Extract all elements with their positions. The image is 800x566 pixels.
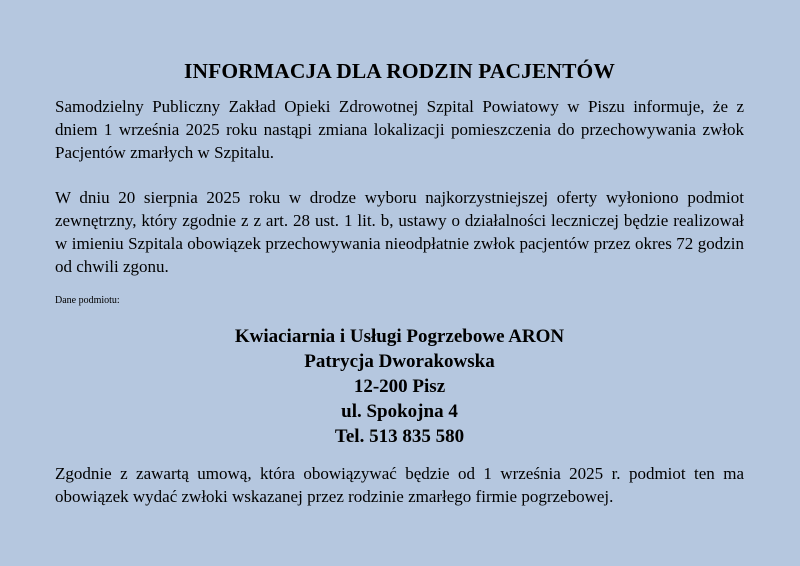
company-details — [55, 324, 744, 449]
company-postal-city: 12-200 Pisz — [353, 376, 446, 397]
company-name: Kwiaciarnia i Usługi Pogrzebowe ARON — [234, 326, 565, 347]
entity-label: Dane podmiotu: — [55, 295, 120, 306]
company-phone: Tel. 513 835 580 — [334, 426, 465, 447]
contract-paragraph: Zgodnie z zawartą umową, która obowiązywać będzie od 1 września 2025 r. podmiot ten ma obowiązek wydać zwłoki wskazanej przez rodzinie zmarłego firmie pogrzebowej. — [55, 464, 744, 506]
company-owner: Patrycja Dworakowska — [304, 351, 495, 372]
selection-paragraph: W dniu 20 sierpnia 2025 roku w drodze wyboru najkorzystniejszej oferty wyłoniono podmiot zewnętrzny, który zgodnie z z art. 28 ust. 1 lit. b, ustawy o działalności leczniczej będzie realizował w imieniu Szpitala obowiązek przechowywania nieodpłatnie zwłok pacjentów przez okres 72 godzin od chwili zgonu. — [55, 188, 744, 276]
page-title: INFORMACJA DLA RODZIN PACJENTÓW — [184, 59, 615, 83]
intro-paragraph: Samodzielny Publiczny Zakład Opieki Zdrowotnej Szpital Powiatowy w Piszu informuje, że z dniem 1 września 2025 roku nastąpi zmiana lokalizacji pomieszczenia do przechowywania zwłok Pacjentów zmarłych w Szpitalu. — [55, 97, 744, 162]
company-street: ul. Spokojna 4 — [341, 401, 458, 422]
